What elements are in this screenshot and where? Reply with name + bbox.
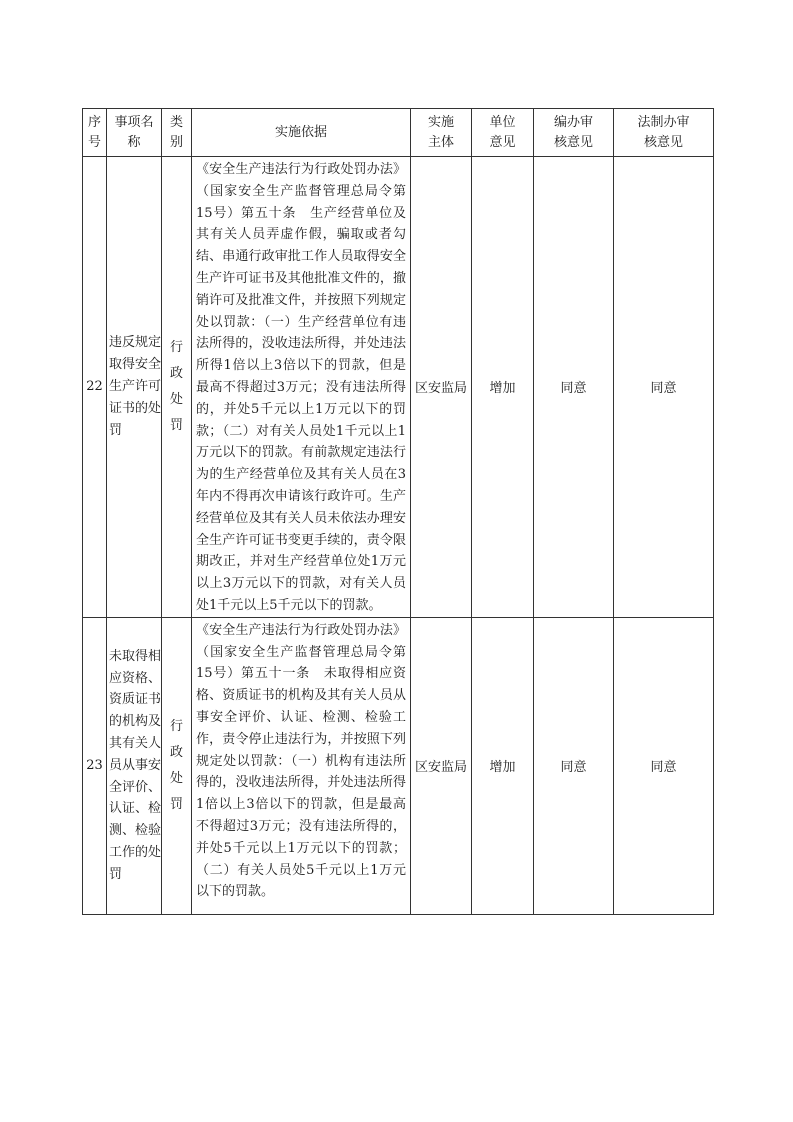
row-seq: 22 (83, 157, 107, 618)
row-review-opinion: 同意 (534, 617, 614, 914)
approval-table (82, 108, 714, 915)
row-seq: 23 (83, 617, 107, 914)
header-legal: 法制办审核意见 (614, 109, 714, 157)
header-unit: 单位意见 (472, 109, 534, 157)
header-seq: 序号 (83, 109, 107, 157)
row-legal-opinion: 同意 (614, 617, 714, 914)
row-unit-opinion: 增加 (472, 157, 534, 618)
row-subject: 区安监局 (411, 157, 472, 618)
table-row (83, 157, 714, 618)
row-subject: 区安监局 (411, 617, 472, 914)
row-basis: 《安全生产违法行为行政处罚办法》（国家安全生产监督管理总局令第15号）第五十条 生产经营单位及其有关人员弄虚作假，骗取或者勾结、串通行政审批工作人员取得安全生产许可证书及其他批准文件的，撤销许可及批准文件，并按照下列规定处以罚款：（一）生产经营单位有违法所得的，没收违法所得，并处违法所得1倍以上3倍以下的罚款，但是最高不得超过3万元；没有违法所得的，并处5千元以上1万元以下的罚款；（二）对有关人员处1千元以上1万元以下的罚款。有前款规定违法行为的生产经营单位及其有关人员在3年内不得再次申请该行政许可。生产经营单位及其有关人员未依法办理安全生产许可证书变更手续的，责令限期改正，并对生产经营单位处1万元以上3万元以下的罚款，对有关人员处1千元以上5千元以下的罚款。 (192, 157, 411, 618)
header-category: 类别 (162, 109, 192, 157)
row-category: 行政处罚 (162, 617, 192, 914)
row-basis: 《安全生产违法行为行政处罚办法》（国家安全生产监督管理总局令第15号）第五十一条 未取得相应资格、资质证书的机构及其有关人员从事安全评价、认证、检测、检验工作，责令停止违法行为，并按照下列规定处以罚款：（一）机构有违法所得的，没收违法所得，并处违法所得1倍以上3倍以下的罚款，但是最高不得超过3万元；没有违法所得的，并处5千元以上1万元以下的罚款；（二）有关人员处5千元以上1万元以下的罚款。 (192, 617, 411, 914)
row-legal-opinion: 同意 (614, 157, 714, 618)
row-item-name: 未取得相应资格、资质证书的机构及其有关人员从事安全评价、认证、检测、检验工作的处罚 (107, 617, 162, 914)
row-item-name: 违反规定取得安全生产许可证书的处罚 (107, 157, 162, 618)
header-item: 事项名称 (107, 109, 162, 157)
header-subject: 实施主体 (411, 109, 472, 157)
header-basis: 实施依据 (192, 109, 411, 157)
row-review-opinion: 同意 (534, 157, 614, 618)
header-row (83, 109, 714, 157)
row-category: 行政处罚 (162, 157, 192, 618)
header-review: 编办审核意见 (534, 109, 614, 157)
row-unit-opinion: 增加 (472, 617, 534, 914)
table-row (83, 617, 714, 914)
